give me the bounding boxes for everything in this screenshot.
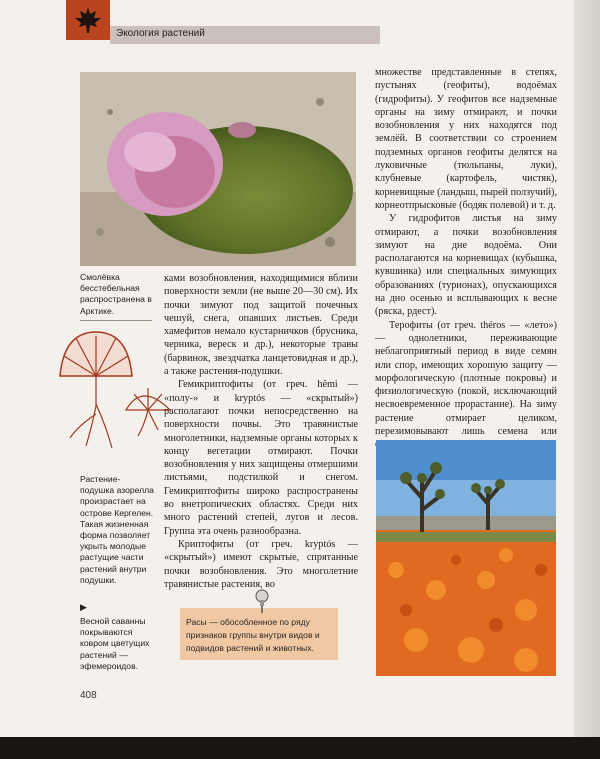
- savanna-caption: Весной саванны покрываются ковром цветущих растений — эфемероидов.: [80, 616, 150, 671]
- paragraph-hydrophytes: У гидрофитов листья на зиму отмирают, а почки возобновления зимуют на дне водоёма. Они располагаются на корневищах (кубышка, кувшинка) или специальных зимующих образованиях (турионах), опускающихся на дно осенью и всплывающих к весне (ряска, рдест).: [375, 213, 557, 318]
- scan-border: [0, 737, 600, 759]
- azorella-illustration: [46, 326, 176, 456]
- header-logo: [66, 0, 110, 40]
- page-edge: [574, 0, 600, 759]
- silene-caption: Смолёвка бесстебельная распространена в Арктике.: [80, 272, 152, 316]
- azorella-caption: Растение-подушка азорелла произрастает на острове Кергелен. Такая жизненная форма позволяет укрыть молодые растущие части растений внутри подушки.: [80, 474, 154, 585]
- paragraph-chamaephytes: ками возобновления, находящимися вблизи поверхности земли (не выше 20—30 см). Их почки зимуют под защитой почечных чешуй, снега, опавших листьев. Среди хамефитов немало кустарничков (брусника, черника, вереск и др.), некоторые травы (барвинок, звездчатка ланцетовидная и др.), а также растения-подушки.: [164, 273, 358, 378]
- page-number: 408: [80, 690, 97, 701]
- desert-photo: [376, 440, 556, 676]
- paragraph-cryptophytes: Криптофиты (от греч. kryptós — «скрытый») имеют скрытые, спрятанные почки возобновления. Это многолетние травянистые растения, во: [164, 538, 358, 590]
- cushion-plant-root-diagram-icon: [46, 326, 176, 456]
- section-title: Экология растений: [116, 28, 205, 39]
- left-column-text: [164, 272, 358, 591]
- note-text: Расы — обособленное по ряду признаков группы внутри видов и подвидов растений и животных.: [186, 617, 320, 653]
- right-column-text: [375, 66, 557, 452]
- silene-photo: [80, 72, 356, 266]
- paragraph-therophytes: Терофиты (от греч. théros — «лето») — однолетники, переживающие неблагоприятный период в виде семян или спор, имеющих хорошую защиту — морфологическую (плотные покровы) и физиологическую (покой, исключающий несвоевременное прорастание). На зиму растение отмирает целиком, перезимовывают лишь семена или: [375, 319, 557, 438]
- arrow-bullet-icon: ▶: [80, 602, 87, 612]
- caption-divider: [80, 320, 152, 321]
- paragraph-geophytes: множестве представленные в степях, пустынях (геофиты), водоёмах (гидрофиты). У геофитов все надземные органы на зиму отмирают, и почки возобновления у них находятся под землёй. В соответствии со строением подземных органов геофиты делятся на луковичные (тюльпаны, луки), клубневые (картофель, чистяк), корневищные (ландыш, пырей ползучий), корнеотпрысковые (бодяк полевой) и т. д.: [375, 67, 557, 211]
- maple-leaf-icon: [73, 5, 103, 35]
- paragraph-hemicryptophytes: Гемикриптофиты (от греч. hêmi — «полу-» и kryptós — «скрытый») располагают почки непосредственно на поверхности почвы. Это травянистые многолетники, надземные органы которых к концу вегетации отмирают. Почки возобновления у них защищены отмершими листьями, подстилкой и снегом. Гемикриптофиты широко распространены во внетропических областях. Среди них много растений степей, лугов и лесов. Группа эта очень разнообразна.: [164, 379, 358, 537]
- pushpin-icon: [252, 588, 272, 614]
